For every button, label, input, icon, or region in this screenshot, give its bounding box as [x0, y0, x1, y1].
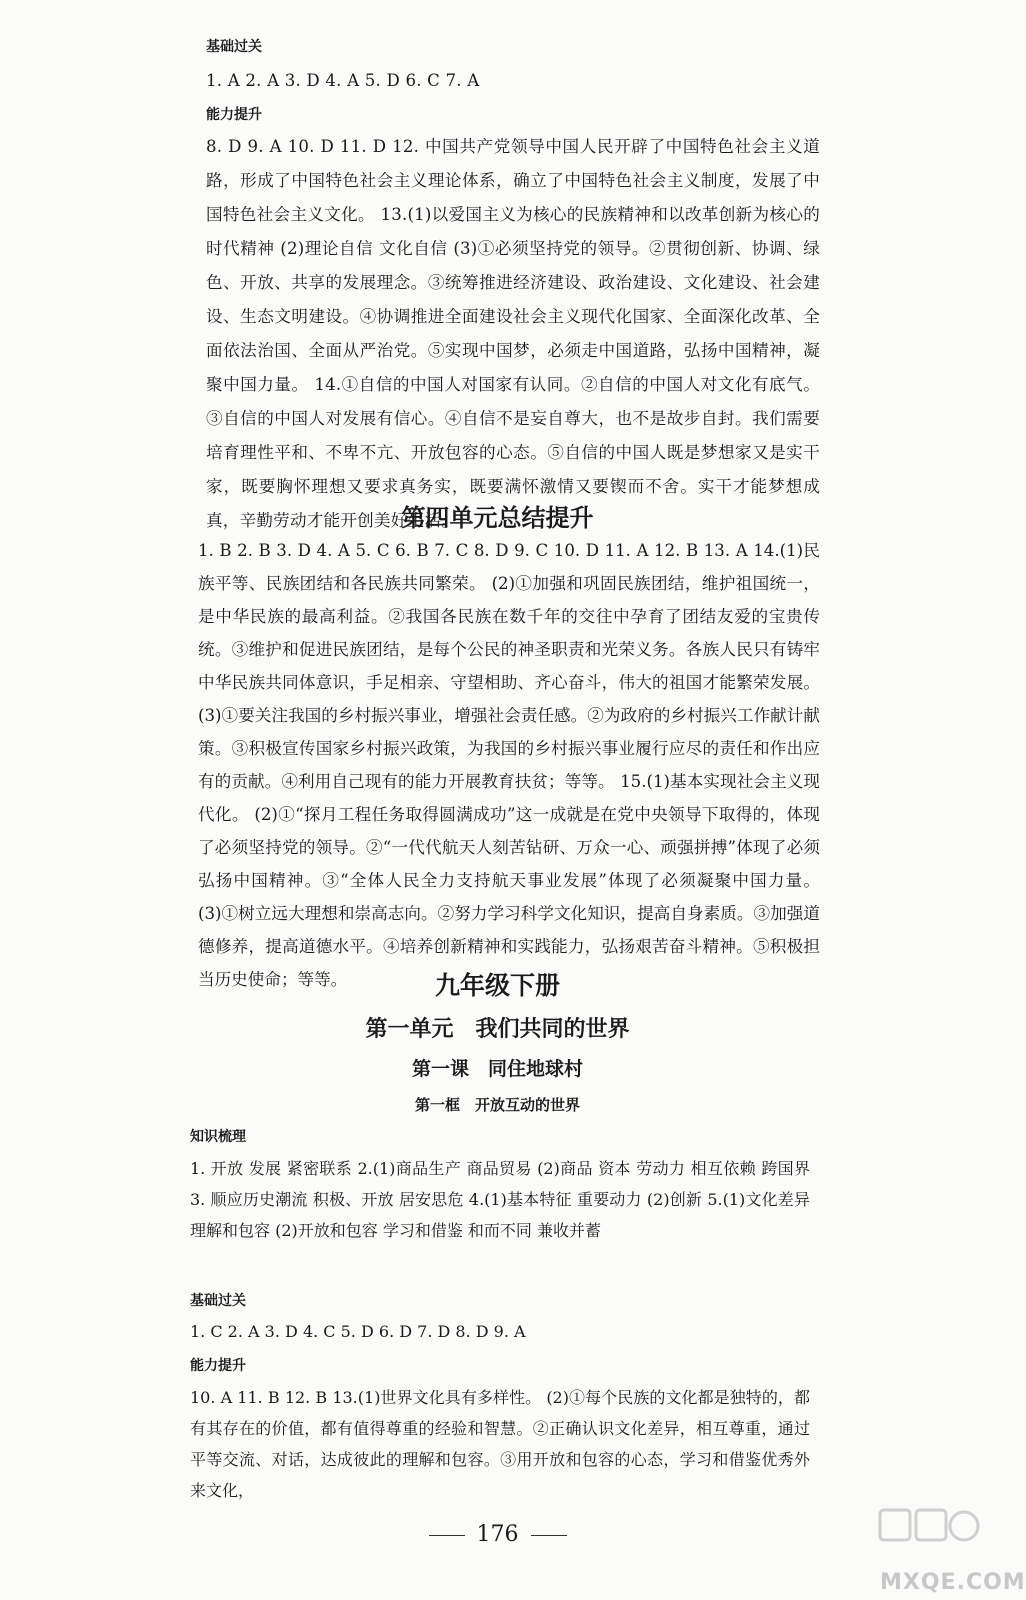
- unit-title: 第一单元 我们共同的世界: [365, 1017, 630, 1042]
- basic-pass-answers: 1. A 2. A 3. D 4. A 5. D 6. C 7. A: [206, 71, 480, 90]
- watermark-text: MXQE.COM: [880, 1570, 1026, 1595]
- ability-answers-2: 10. A 11. B 12. B 13.(1)世界文化具有多样性。 (2)①每个民族的文化都是独特的，都有其存在的价值，都有值得尊重的经验和智慧。②正确认识文化差异，相互尊重，通过平等交流、对话，达成彼此的理解和包容。③用开放和包容的心态，学习和借鉴优秀外来文化，: [190, 1388, 810, 1500]
- right-dash: [531, 1535, 567, 1536]
- frame-title: 第一框 开放互动的世界: [414, 1096, 580, 1114]
- basic-pass-answers-2: 1. C 2. A 3. D 4. C 5. D 6. D 7. D 8. D 9. A: [190, 1322, 526, 1341]
- knowledge-answers: 1. 开放 发展 紧密联系 2.(1)商品生产 商品贸易 (2)商品 资本 劳动力 相互依赖 跨国界 3. 顺应历史潮流 积极、开放 居安思危 4.(1)基本特征 重要动力 (2)创新 5.(1)文化差异 理解和包容 (2)开放和包容 学习和借鉴 和而不同 兼收并蓄: [190, 1159, 810, 1240]
- left-dash: [429, 1535, 465, 1536]
- unit-summary-answers: 1. B 2. B 3. D 4. A 5. C 6. B 7. C 8. D 9. C 10. D 11. A 12. B 13. A 14.(1)民族平等、民族团结和各民族共同繁荣。 (2)①加强和巩固民族团结，维护祖国统一，是中华民族的最高利益。②我国各民族在数千年的交往中孕育了团结友爱的宝贵传统。③维护和促进民族团结，是每个公民的神圣职责和光荣义务。各族人民只有铸牢中华民族共同体意识，手足相亲、守望相助、齐心奋斗，伟大的祖国才能繁荣发展。 (3)①要关注我国的乡村振兴事业，增强社会责任感。②为政府的乡村振兴工作献计献策。③积极宣传国家乡村振兴政策，为我国的乡村振兴事业履行应尽的责任和作出应有的贡献。④利用自己现有的能力开展教育扶贫；等等。 15.(1)基本实现社会主义现代化。 (2)①“探月工程任务取得圆满成功”这一成就是在党中央领导下取得的，体现了必须坚持党的领导。②“一代代航天人刻苦钻研、万众一心、顽强拼搏”体现了必须弘扬中国精神。③“全体人民全力支持航天事业发展”体现了必须凝聚中国力量。 (3)①树立远大理想和崇高志向。②努力学习科学文化知识，提高自身素质。③加强道德修养，提高道德水平。④培养创新精神和实践能力，弘扬艰苦奋斗精神。⑤积极担当历史使命；等等。: [198, 541, 820, 989]
- ability-answers: 8. D 9. A 10. D 11. D 12. 中国共产党领导中国人民开辟了中国特色社会主义道路，形成了中国特色社会主义理论体系，确立了中国特色社会主义制度，发展了中国特色社会主义文化。 13.(1)以爱国主义为核心的民族精神和以改革创新为核心的时代精神 (2)理论自信 文化自信 (3)①必须坚持党的领导。②贯彻创新、协调、绿色、开放、共享的发展理念。③统筹推进经济建设、政治建设、文化建设、社会建设、生态文明建设。④协调推进全面建设社会主义现代化国家、全面深化改革、全面依法治国、全面从严治党。⑤实现中国梦，必须走中国道路，弘扬中国精神，凝聚中国力量。 14.①自信的中国人对国家有认同。②自信的中国人对文化有底气。③自信的中国人对发展有信心。④自信不是妄自尊大，也不是故步自封。我们需要培育理性平和、不卑不亢、开放包容的心态。⑤自信的中国人既是梦想家又是实干家，既要胸怀理想又要求真务实，既要满怀激情又要锲而不舍。实干才能梦想成真，辛勤劳动才能开创美好生活。: [206, 137, 820, 530]
- page-number: 176: [476, 1522, 519, 1547]
- ability-label-2: 能力提升: [190, 1358, 246, 1374]
- lesson-title: 第一课 同住地球村: [411, 1058, 583, 1080]
- basic-pass-label-2: 基础过关: [190, 1293, 246, 1309]
- knowledge-label: 知识梳理: [190, 1129, 246, 1145]
- book-title: 九年级下册: [434, 971, 560, 1000]
- ability-label: 能力提升: [206, 107, 262, 123]
- unit-summary-title: 第四单元总结提升: [401, 504, 594, 532]
- basic-pass-label: 基础过关: [206, 39, 262, 55]
